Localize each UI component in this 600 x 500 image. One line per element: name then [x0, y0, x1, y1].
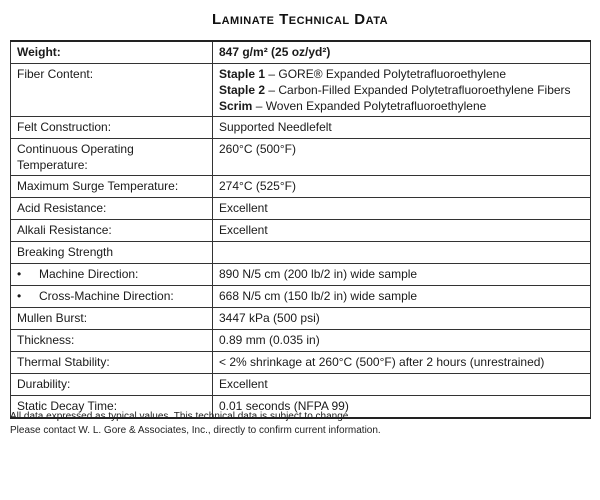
fiber-name: Staple 2 — [219, 83, 266, 97]
row-value: 668 N/5 cm (150 lb/2 in) wide sample — [213, 286, 591, 308]
row-value: 3447 kPa (500 psi) — [213, 308, 591, 330]
row-value: Supported Needlefelt — [213, 117, 591, 139]
row-label: Durability: — [11, 374, 213, 396]
bullet-icon: • — [17, 267, 22, 281]
row-value: 890 N/5 cm (200 lb/2 in) wide sample — [213, 264, 591, 286]
bullet-label: Cross-Machine Direction: — [39, 289, 174, 303]
row-value: 0.01 seconds (NFPA 99) — [213, 396, 591, 419]
fiber-line — [219, 82, 584, 98]
row-label — [11, 286, 213, 308]
footnote-line: Please contact W. L. Gore & Associates, Inc., directly to confirm current information. — [10, 425, 381, 436]
table-row — [11, 308, 591, 330]
bullet-label: Machine Direction: — [39, 267, 139, 281]
row-label: Alkali Resistance: — [11, 220, 213, 242]
table-row — [11, 352, 591, 374]
row-value: 260°C (500°F) — [213, 139, 591, 176]
row-value: Excellent — [213, 374, 591, 396]
table-row — [11, 176, 591, 198]
row-value: < 2% shrinkage at 260°C (500°F) after 2 hours (unrestrained) — [213, 352, 591, 374]
row-label: Mullen Burst: — [11, 308, 213, 330]
row-label: Thermal Stability: — [11, 352, 213, 374]
row-value: 274°C (525°F) — [213, 176, 591, 198]
table-row — [11, 330, 591, 352]
table-row-fiber-content — [11, 64, 591, 117]
bullet-icon: • — [17, 289, 22, 303]
table-row — [11, 139, 591, 176]
row-value: Excellent — [213, 220, 591, 242]
spec-table — [10, 40, 591, 419]
row-label: Continuous Operating Temperature: — [11, 139, 213, 176]
table-row-breaking-strength — [11, 242, 591, 264]
table-row-cross-machine-direction — [11, 286, 591, 308]
row-value: 847 g/m² (25 oz/yd²) — [213, 41, 591, 64]
fiber-desc: – GORE® Expanded Polytetrafluoroethylene — [265, 67, 507, 81]
row-label: Maximum Surge Temperature: — [11, 176, 213, 198]
table-row — [11, 198, 591, 220]
fiber-name: Staple 1 — [219, 67, 266, 81]
row-label: Thickness: — [11, 330, 213, 352]
table-row-weight — [11, 41, 591, 64]
table-row — [11, 374, 591, 396]
row-label — [11, 264, 213, 286]
table-row — [11, 220, 591, 242]
fiber-line — [219, 98, 584, 114]
fiber-desc: – Woven Expanded Polytetrafluoroethylene — [252, 99, 487, 113]
page-title: Laminate Technical Data — [211, 11, 389, 28]
row-value — [213, 242, 591, 264]
fiber-content-value — [213, 64, 591, 117]
table-row-machine-direction — [11, 264, 591, 286]
fiber-name: Scrim — [219, 99, 253, 113]
row-value: 0.89 mm (0.035 in) — [213, 330, 591, 352]
row-label: Weight: — [11, 41, 213, 64]
row-label: Static Decay Time: — [11, 396, 213, 419]
footnote-line: All data expressed as typical values. This technical data is subject to change. — [10, 411, 352, 422]
row-label: Breaking Strength — [11, 242, 213, 264]
row-label: Fiber Content: — [11, 64, 213, 117]
row-value: Excellent — [213, 198, 591, 220]
footnote — [10, 410, 590, 438]
table-row — [11, 117, 591, 139]
fiber-desc: – Carbon-Filled Expanded Polytetrafluoroethylene Fibers — [265, 83, 571, 97]
row-label: Felt Construction: — [11, 117, 213, 139]
row-label: Acid Resistance: — [11, 198, 213, 220]
fiber-line — [219, 66, 584, 82]
